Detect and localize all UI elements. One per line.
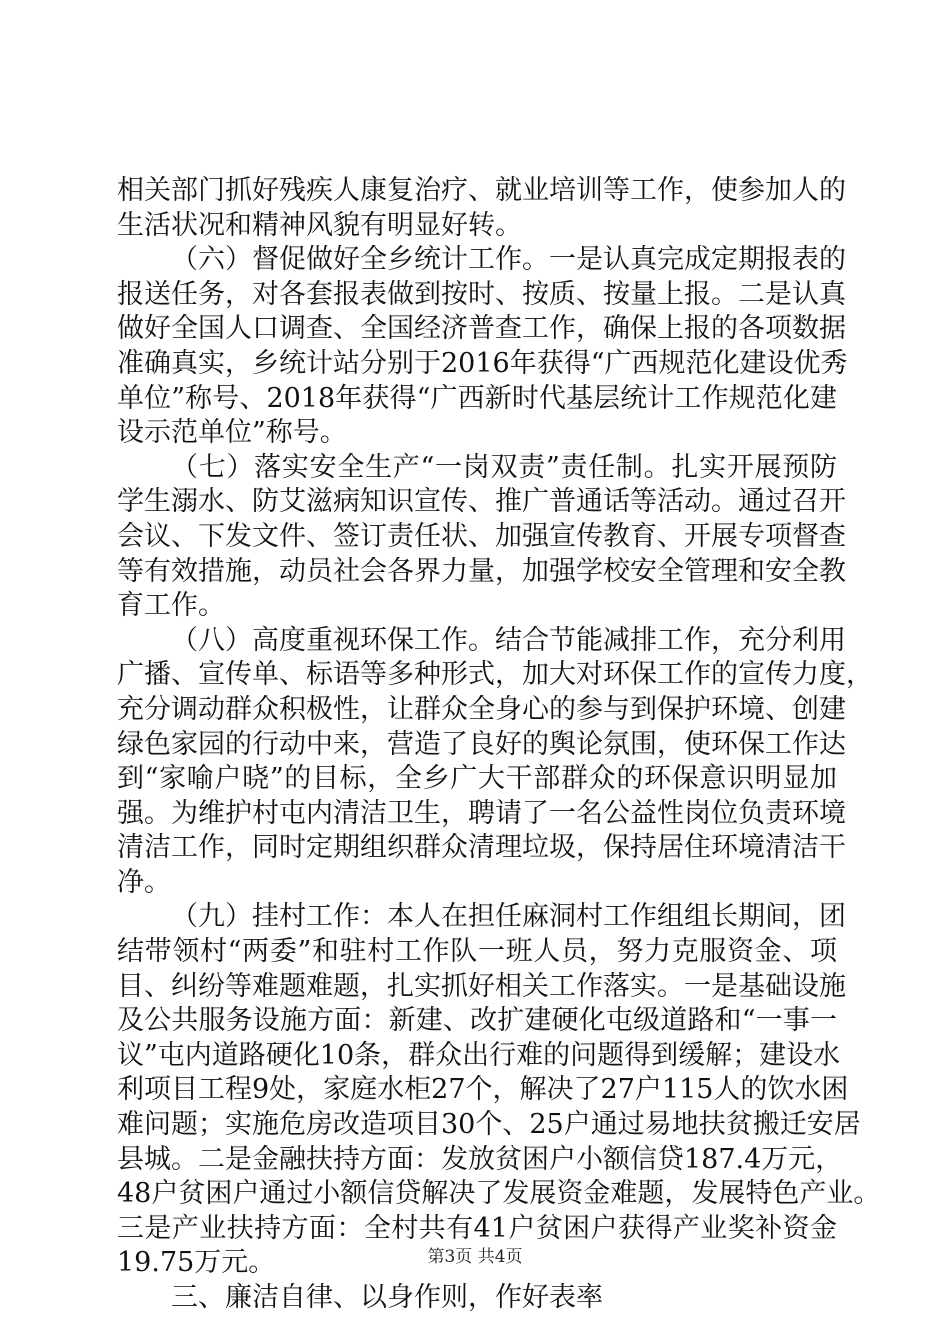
text-line: 充分调动群众积极性，让群众全身心的参与到保护环境、创建 xyxy=(117,693,846,725)
text-line: 生活状况和精神风貌有明显好转。 xyxy=(117,209,522,241)
text-line: 设示范单位”称号。 xyxy=(117,417,347,449)
text-line: 到“家喻户晓”的目标，全乡广大干部群众的环保意识明显加 xyxy=(117,763,837,795)
document-body xyxy=(117,174,881,1316)
text-line: 议”屯内道路硬化10条，群众出行难的问题得到缓解；建设水 xyxy=(117,1039,841,1071)
text-line: 结带领村“两委”和驻村工作队一班人员，努力克服资金、项 xyxy=(117,936,837,968)
text-line: （七）落实安全生产“一岗双责”责任制。扎实开展预防 xyxy=(171,451,837,483)
text-line: 强。为维护村屯内清洁卫生，聘请了一名公益性岗位负责环境 xyxy=(117,797,846,829)
text-line: 县城。二是金融扶持方面：发放贫困户小额信贷187.4万元， xyxy=(117,1143,843,1175)
text-line: 清洁工作，同时定期组织群众清理垃圾，保持居住环境清洁干 xyxy=(117,832,846,864)
text-line: 三是产业扶持方面：全村共有41户贫困户获得产业奖补资金 xyxy=(117,1212,837,1244)
text-line: （九）挂村工作：本人在担任麻洞村工作组组长期间，团 xyxy=(171,901,846,933)
text-line: 及公共服务设施方面：新建、改扩建硬化屯级道路和“一事一 xyxy=(117,1005,837,1037)
text-line: 会议、下发文件、签订责任状、加强宣传教育、开展专项督查 xyxy=(117,520,846,552)
text-line: （六）督促做好全乡统计工作。一是认真完成定期报表的 xyxy=(171,244,846,276)
text-line: 难问题；实施危房改造项目30个、25户通过易地扶贫搬迁安居 xyxy=(117,1109,861,1141)
text-line: 三、廉洁自律、以身作则，作好表率 xyxy=(171,1282,603,1313)
text-line: 准确真实，乡统计站分别于2016年获得“广西规范化建设优秀 xyxy=(117,347,848,379)
text-line: （八）高度重视环保工作。结合节能减排工作，充分利用 xyxy=(171,624,846,656)
text-line: 绿色家园的行动中来，营造了良好的舆论氛围，使环保工作达 xyxy=(117,728,846,760)
text-line: 学生溺水、防艾滋病知识宣传、推广普通话等活动。通过召开 xyxy=(117,486,846,518)
text-line: 净。 xyxy=(117,866,171,898)
text-line: 相关部门抓好残疾人康复治疗、就业培训等工作，使参加人的 xyxy=(117,175,846,206)
text-line: 广播、宣传单、标语等多种形式，加大对环保工作的宣传力度， xyxy=(117,659,873,691)
text-line: 目、纠纷等难题难题，扎实抓好相关工作落实。一是基础设施 xyxy=(117,970,846,1002)
text-line: 做好全国人口调查、全国经济普查工作，确保上报的各项数据 xyxy=(117,313,846,345)
page-footer: 第3页 共4页 xyxy=(427,1247,523,1267)
text-line: 育工作。 xyxy=(117,590,225,622)
text-line: 报送任务，对各套报表做到按时、按质、按量上报。二是认真 xyxy=(117,278,846,310)
text-line: 等有效措施，动员社会各界力量，加强学校安全管理和安全教 xyxy=(117,555,846,587)
text-line: 单位”称号、2018年获得“广西新时代基层统计工作规范化建 xyxy=(117,382,837,414)
text-line: 48户贫困户通过小额信贷解决了发展资金难题，发展特色产业。 xyxy=(117,1178,881,1210)
text-line: 利项目工程9处，家庭水柜27个，解决了27户115人的饮水困 xyxy=(117,1074,849,1106)
text-line: 19.75万元。 xyxy=(117,1247,276,1279)
